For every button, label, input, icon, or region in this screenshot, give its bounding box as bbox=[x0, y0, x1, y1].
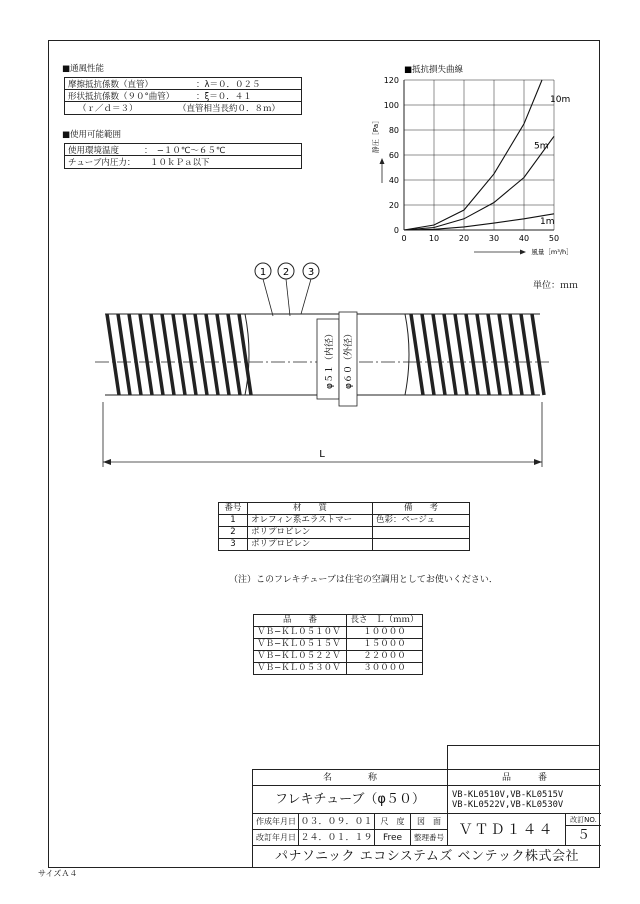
parts-header-no: 番号 bbox=[219, 503, 248, 515]
usage-row bbox=[65, 156, 301, 168]
length-label: L bbox=[319, 449, 325, 460]
product-codes-line2: VB-KL0522V,VB-KL0530V bbox=[452, 800, 564, 810]
model-row bbox=[254, 627, 423, 639]
product-codes bbox=[448, 786, 601, 814]
drawing-label: 図 面 bbox=[411, 814, 448, 830]
part-note bbox=[373, 539, 470, 551]
model-row bbox=[254, 663, 423, 675]
outer-diameter-label: φ６０（外径） bbox=[344, 329, 354, 389]
series-label-5m: 5m bbox=[534, 141, 549, 152]
product-codes-line1: VB-KL0510V,VB-KL0515V bbox=[452, 790, 564, 800]
revision-label: 改訂NO. bbox=[566, 814, 601, 826]
model-code: ＶＢ−ＫＬ０５１０Ｖ bbox=[254, 627, 347, 639]
callout-1: 1 bbox=[259, 267, 267, 278]
callout-2: 2 bbox=[282, 267, 290, 278]
parts-row bbox=[219, 515, 470, 527]
revised-date: ２４．０１．１９ bbox=[299, 830, 375, 846]
usage-table bbox=[64, 143, 302, 169]
scale-value: Free bbox=[375, 830, 411, 846]
ventilation-value: ：ξ＝０．４１ bbox=[196, 91, 252, 102]
usage-note: （注）このフレキチューブは住宅の空調用としてお使いください． bbox=[229, 575, 498, 585]
part-material: ポリプロピレン bbox=[248, 539, 373, 551]
y-tick-label: 20 bbox=[388, 201, 399, 210]
callouts bbox=[255, 263, 319, 316]
y-tick-label: 80 bbox=[388, 126, 399, 135]
part-number: 3 bbox=[219, 539, 248, 551]
model-code: ＶＢ−ＫＬ０５３０Ｖ bbox=[254, 663, 347, 675]
y-axis-label: 静圧［Pa］ bbox=[372, 116, 380, 154]
ventilation-heading: ■通風性能 bbox=[62, 64, 105, 74]
ventilation-label: 形状抵抗係数（９０°曲管） bbox=[68, 91, 175, 102]
paper-size: サイズＡ４ bbox=[38, 869, 78, 878]
revision-number: ５ bbox=[566, 826, 601, 846]
x-tick-label: 50 bbox=[548, 234, 560, 243]
model-row bbox=[254, 651, 423, 663]
x-axis-label: 風量［m³/h］ bbox=[531, 248, 573, 256]
model-code: ＶＢ−ＫＬ０５１５Ｖ bbox=[254, 639, 347, 651]
resistance-chart bbox=[360, 60, 590, 260]
series-label-1m: 1m bbox=[540, 216, 555, 227]
usage-value: １０ｋＰａ以下 bbox=[150, 158, 210, 168]
y-tick-label: 40 bbox=[388, 176, 399, 185]
ventilation-row bbox=[65, 102, 301, 114]
ventilation-row bbox=[65, 78, 301, 90]
revised-label: 改訂年月日 bbox=[253, 830, 299, 846]
part-material: ポリプロピレン bbox=[248, 527, 373, 539]
model-row bbox=[254, 639, 423, 651]
title-name-header: 名 称 bbox=[253, 770, 448, 786]
unit-label: 単位：ｍｍ bbox=[533, 281, 579, 291]
ventilation-value: ：λ＝０．０２５ bbox=[196, 79, 261, 90]
x-tick-label: 40 bbox=[518, 234, 530, 243]
model-length: ３００００ bbox=[347, 663, 423, 675]
x-tick-label: 20 bbox=[458, 234, 470, 243]
number-label: 整理番号 bbox=[411, 830, 448, 846]
drawing-number: ＶＴＤ１４４ bbox=[448, 814, 566, 846]
y-tick-label: 120 bbox=[383, 76, 399, 85]
models-header-length: 長さ Ｌ（ｍｍ） bbox=[347, 615, 423, 627]
usage-value: ： −１０℃〜６５℃ bbox=[144, 145, 226, 156]
title-block bbox=[252, 769, 600, 868]
created-label: 作成年月日 bbox=[253, 814, 299, 830]
hose-body bbox=[95, 312, 550, 406]
chart-title: ■抵抗損失曲線 bbox=[404, 65, 464, 75]
ventilation-row bbox=[65, 90, 301, 102]
parts-header-note: 備 考 bbox=[373, 503, 470, 515]
scale-label: 尺 度 bbox=[375, 814, 411, 830]
part-material: オレフィン系エラストマー bbox=[248, 515, 373, 527]
hose-drawing bbox=[95, 262, 555, 472]
series-line-5m bbox=[404, 136, 554, 230]
y-tick-label: 100 bbox=[383, 101, 399, 110]
models-table bbox=[253, 614, 423, 675]
x-tick-label: 0 bbox=[401, 234, 407, 243]
title-block-blank bbox=[447, 745, 600, 769]
inner-diameter-label: φ５１（内径） bbox=[325, 329, 335, 389]
product-name: フレキチューブ（φ５０） bbox=[253, 786, 448, 814]
parts-header-material: 材 質 bbox=[248, 503, 373, 515]
ventilation-label: （ｒ／ｄ＝３） bbox=[78, 104, 138, 114]
series-label-10m: 10m bbox=[550, 95, 571, 105]
created-date: ０３．０９．０１ bbox=[299, 814, 375, 830]
part-number: 1 bbox=[219, 515, 248, 527]
usage-label: チューブ内圧力： bbox=[68, 158, 136, 168]
series-line-1m bbox=[404, 214, 554, 230]
models-header-code: 品 番 bbox=[254, 615, 347, 627]
usage-row bbox=[65, 144, 301, 156]
ventilation-label: 摩擦抵抗係数（直管） bbox=[68, 79, 154, 90]
y-tick-label: 0 bbox=[393, 226, 399, 235]
x-tick-label: 30 bbox=[488, 234, 500, 243]
ventilation-table bbox=[64, 77, 302, 115]
usage-heading: ■使用可能範囲 bbox=[62, 130, 122, 140]
parts-row bbox=[219, 527, 470, 539]
usage-label: 使用環境温度 bbox=[68, 145, 120, 156]
callout-3: 3 bbox=[307, 267, 315, 278]
x-axis-arrowhead bbox=[520, 250, 526, 255]
ventilation-value: （直管相当長約０．８ｍ） bbox=[178, 104, 281, 114]
title-code-header: 品 番 bbox=[448, 770, 601, 786]
x-tick-label: 10 bbox=[428, 234, 440, 243]
parts-table bbox=[218, 502, 470, 551]
part-note: 色彩：ベージュ bbox=[373, 515, 470, 527]
model-length: ２２０００ bbox=[347, 651, 423, 663]
model-length: １５０００ bbox=[347, 639, 423, 651]
part-note bbox=[373, 527, 470, 539]
parts-row bbox=[219, 539, 470, 551]
model-length: １００００ bbox=[347, 627, 423, 639]
part-number: 2 bbox=[219, 527, 248, 539]
y-tick-label: 60 bbox=[388, 151, 399, 160]
y-axis-arrowhead bbox=[380, 158, 385, 164]
model-code: ＶＢ−ＫＬ０５２２Ｖ bbox=[254, 651, 347, 663]
company-name: パナソニック エコシステムズ ベンテック株式会社 bbox=[274, 849, 580, 864]
